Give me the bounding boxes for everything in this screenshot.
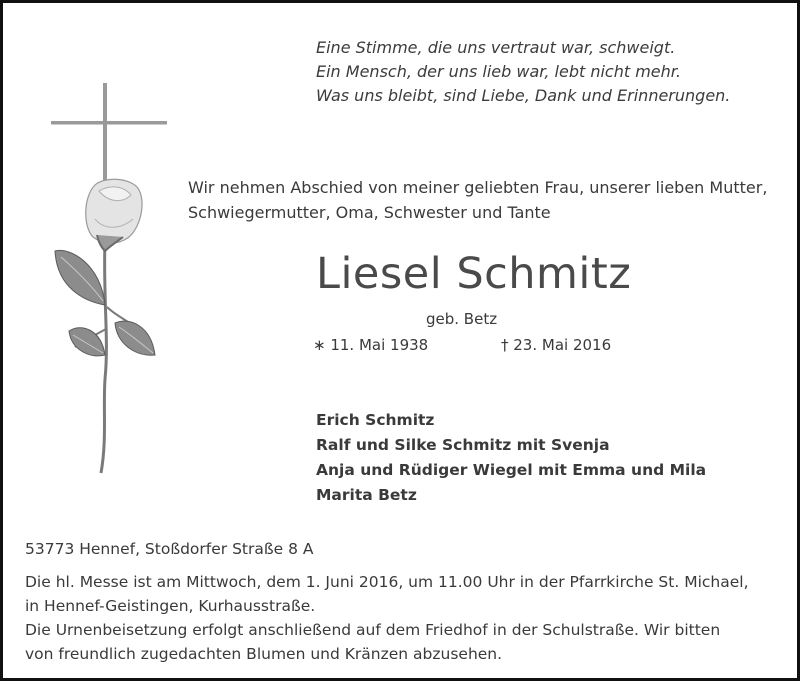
death-date: † 23. Mai 2016 (501, 336, 612, 354)
notice-line: von freundlich zugedachten Blumen und Kränzen abzusehen. (25, 645, 503, 663)
notice-line: Die Urnenbeisetzung erfolgt anschließend auf dem Friedhof in der Schulstraße. Wir bitten (25, 621, 721, 639)
quote-line: Ein Mensch, der uns lieb war, lebt nicht mehr. (316, 62, 681, 81)
family-member: Anja und Rüdiger Wiegel mit Emma und Mila (316, 461, 707, 479)
family-member: Marita Betz (316, 486, 417, 504)
notice-line: Die hl. Messe ist am Mittwoch, dem 1. Juni 2016, um 11.00 Uhr in der Pfarrkirche St. Michael, (25, 573, 749, 591)
cross-with-rose-icon (43, 79, 178, 479)
notice-line: in Hennef-Geistingen, Kurhausstraße. (25, 597, 316, 615)
family-list (316, 408, 706, 508)
quote-line: Was uns bleibt, sind Liebe, Dank und Erinnerungen. (316, 86, 731, 105)
family-member: Erich Schmitz (316, 411, 435, 429)
quote-verse (316, 36, 730, 108)
quote-line: Eine Stimme, die uns vertraut war, schweigt. (316, 38, 676, 57)
farewell-intro (188, 175, 767, 225)
intro-line: Schwiegermutter, Oma, Schwester und Tante (188, 203, 551, 222)
birth-date: ∗ 11. Mai 1938 (313, 336, 429, 354)
maiden-name: geb. Betz (426, 310, 498, 328)
family-member: Ralf und Silke Schmitz mit Svenja (316, 436, 610, 454)
intro-line: Wir nehmen Abschied von meiner geliebten Frau, unserer lieben Mutter, (188, 178, 768, 197)
address: 53773 Hennef, Stoßdorfer Straße 8 A (25, 540, 314, 558)
deceased-name: Liesel Schmitz (316, 249, 632, 299)
service-notice (25, 570, 749, 666)
